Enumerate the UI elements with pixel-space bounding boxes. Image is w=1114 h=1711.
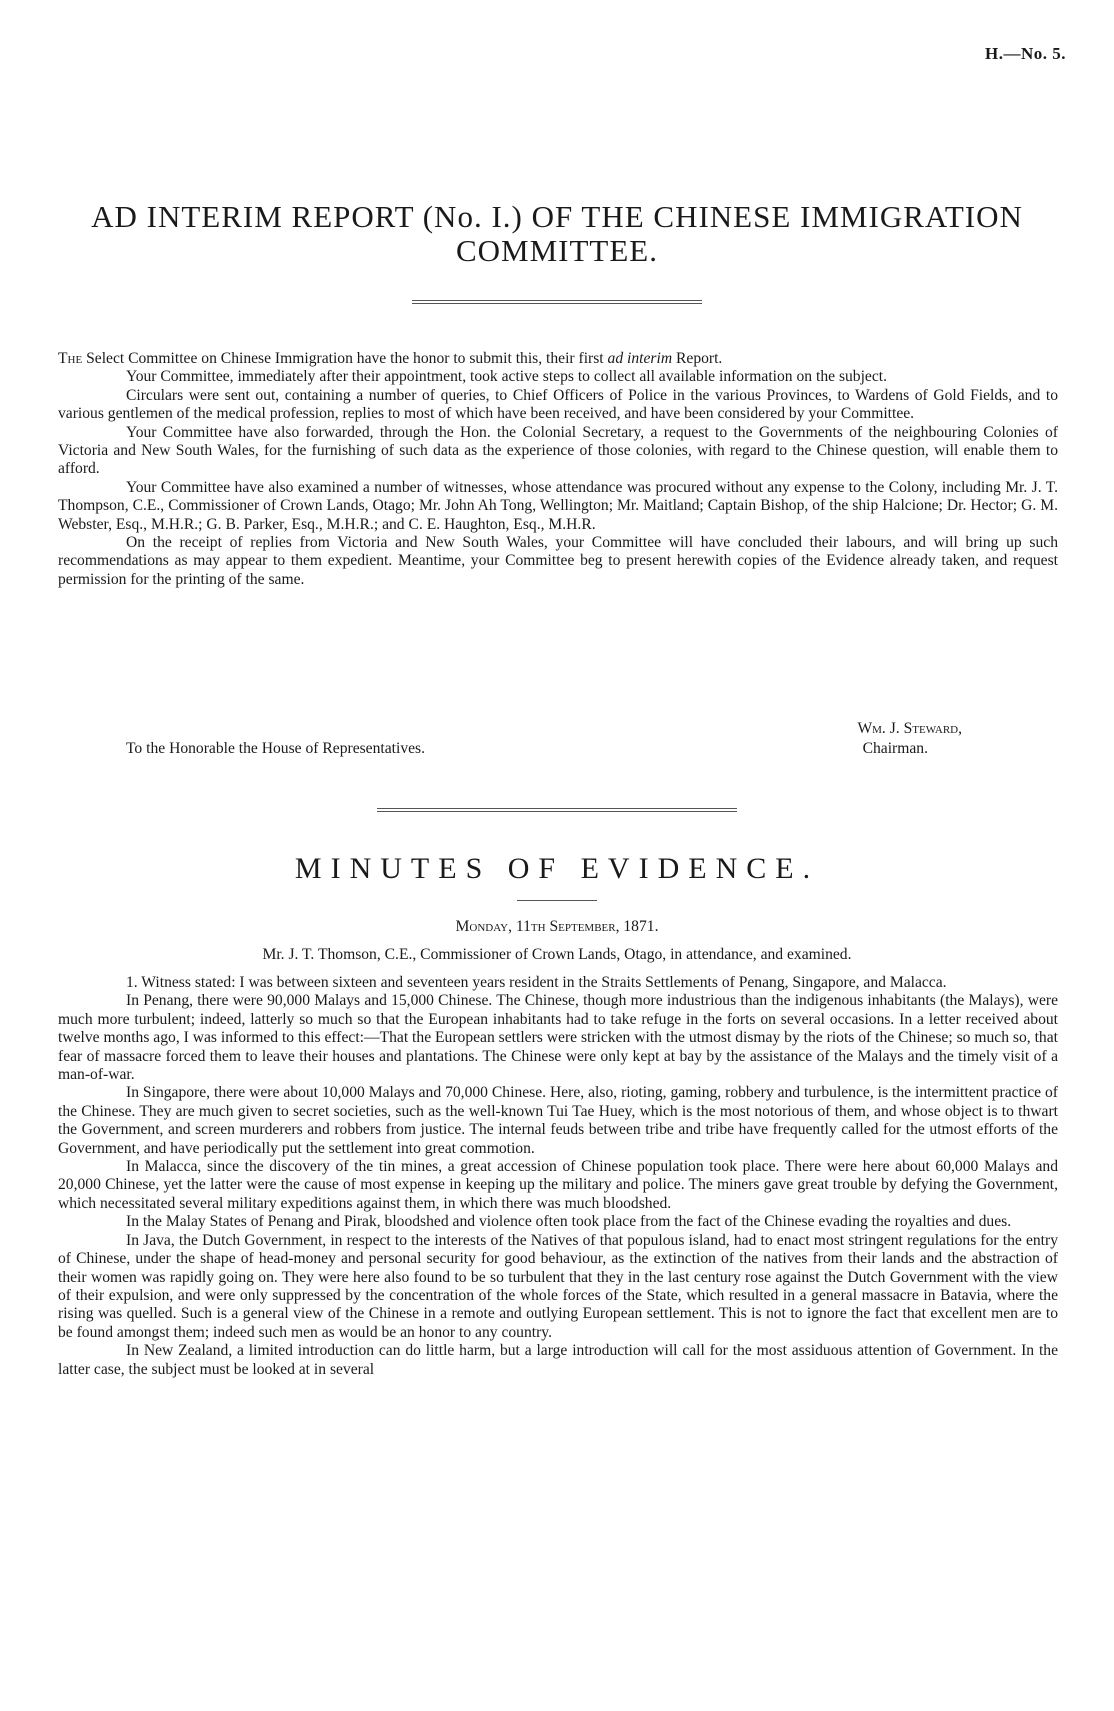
evidence-paragraph: In Malacca, since the discovery of the tin mines, a great accession of Chinese population took place. There were here about 60,000 Malays and 20,000 Chinese, yet the latter were the cause of most expense in keeping up the military and police. The miners gave great trouble by defying the Government, which necessitated several military expeditions against them, in which there was much bloodshed.: [58, 1158, 1058, 1212]
report-body: [58, 350, 1058, 589]
chairman-name: Wm. J. Steward,: [857, 720, 962, 737]
evidence-paragraph: In New Zealand, a limited introduction can do little harm, but a large introduction will call for the most assiduous attention of Government. In the latter case, the subject must be looked at in several: [58, 1342, 1058, 1378]
report-paragraph-text: Select Committee on Chinese Immigration have the honor to submit this, their first: [82, 350, 608, 367]
chairman-role: Chairman.: [862, 740, 928, 757]
evidence-paragraph: In Singapore, there were about 10,000 Malays and 70,000 Chinese. Here, also, rioting, gaming, robbery and turbulence, is the intermittent practice of the Chinese. They are much given to secret societies, such as the well-known Tui Tae Huey, which is the most notorious of them, and whose object is to thwart the Government, and screen murderers and robbers from justice. The internal feuds between tribe and tribe have frequently called for the utmost efforts of the Government, and have periodically put the settlement into great commotion.: [58, 1084, 1058, 1157]
addressee: To the Honorable the House of Representatives.: [126, 740, 425, 757]
report-paragraph: On the receipt of replies from Victoria and New South Wales, your Committee will have concluded their labours, and will bring up such recommendations as may appear to them expedient. Meantime, your Committee beg to present herewith copies of the Evidence already taken, and request permission for the printing of the same.: [58, 534, 1058, 588]
signature-block: [58, 720, 1058, 760]
report-title-line-2: COMMITTEE.: [455, 233, 658, 268]
evidence-body: [58, 974, 1058, 1379]
report-title-line-1: AD INTERIM REPORT (No. I.) OF THE CHINESE IMMIGRATION: [91, 199, 1023, 234]
report-paragraph: Your Committee, immediately after their appointment, took active steps to collect all available information on the subject.: [126, 368, 888, 386]
evidence-paragraph: In the Malay States of Penang and Pirak, bloodshed and violence often took place from the fact of the Chinese evading the royalties and dues.: [126, 1213, 1012, 1231]
section-divider: [377, 808, 737, 812]
report-paragraph: [58, 350, 1058, 368]
session-date: Monday, 11th September, 1871.: [455, 918, 659, 935]
evidence-paragraph: 1. Witness stated: I was between sixteen and seventeen years resident in the Straits Settlements of Penang, Singapore, and Malacca.: [126, 974, 947, 991]
report-paragraph: Your Committee have also forwarded, through the Hon. the Colonial Secretary, a request to the Governments of the neighbouring Colonies of Victoria and New South Wales, for the furnishing of such data as the experience of those colonies, with regard to the Chinese question, will enable them to afford.: [58, 423, 1058, 478]
report-paragraph: Your Committee have also examined a number of witnesses, whose attendance was procured without any expense to the Colony, including Mr. J. T. Thompson, C.E., Commissioner of Crown Lands, Otago; Mr. John Ah Tong, Wellington; Mr. Maitland; Captain Bishop, of the ship Halcione; Dr. Hector; G. M. Webster, Esq., M.H.R.; G. B. Parker, Esq., M.H.R.; and C. E. Haughton, Esq., M.H.R.: [58, 478, 1058, 533]
witness-line: Mr. J. T. Thomson, C.E., Commissioner of Crown Lands, Otago, in attendance, and examined.: [262, 946, 852, 963]
minutes-title: MINUTES OF EVIDENCE.: [294, 852, 820, 885]
report-italic-phrase: ad interim: [607, 350, 673, 367]
report-paragraph: Circulars were sent out, containing a number of queries, to Chief Officers of Police in the various Provinces, to Wardens of Gold Fields, and to various gentlemen of the medical profession, replies to most of which have been received, and have been considered by your Committee.: [58, 386, 1058, 423]
title-divider: [412, 300, 702, 304]
report-lead-word: The: [58, 350, 83, 367]
evidence-paragraph: In Penang, there were 90,000 Malays and 15,000 Chinese. The Chinese, though more industrious than the indigenous inhabitants (the Malays), were much more turbulent; indeed, latterly so much so that the European inhabitants had to take refuge in the forts on several occasions. In a letter received about twelve months ago, I was informed to this effect:—That the European settlers were stricken with the utmost dismay by the riots of the Chinese; so much so, that fear of massacre forced them to leave their houses and plantations. The Chinese were only kept at bay by the assistance of the Malays and the timely visit of a man-of-war.: [58, 992, 1058, 1084]
minutes-title-underline: [517, 900, 597, 901]
evidence-paragraph: In Java, the Dutch Government, in respect to the interests of the Natives of that populous island, had to enact most stringent regulations for the entry of Chinese, under the shape of head-money and personal security for good behaviour, as the extinction of the natives from their lands and the abstraction of their women was rapidly going on. They were here also found to be so turbulent that they in the last century rose against the Dutch Government with the view of their expulsion, and were only suppressed by the concentration of the whole forces of the State, which resulted in a general massacre in Batavia, where the rising was quelled. Such is a general view of the Chinese in a remote and outlying European settlement. This is not to ignore the fact that excellent men are to be found amongst them; indeed such men as would be an honor to any country.: [58, 1231, 1058, 1341]
report-title: [60, 200, 1054, 268]
report-paragraph-tail: Report.: [672, 350, 723, 367]
paper-reference: H.—No. 5.: [985, 44, 1066, 63]
